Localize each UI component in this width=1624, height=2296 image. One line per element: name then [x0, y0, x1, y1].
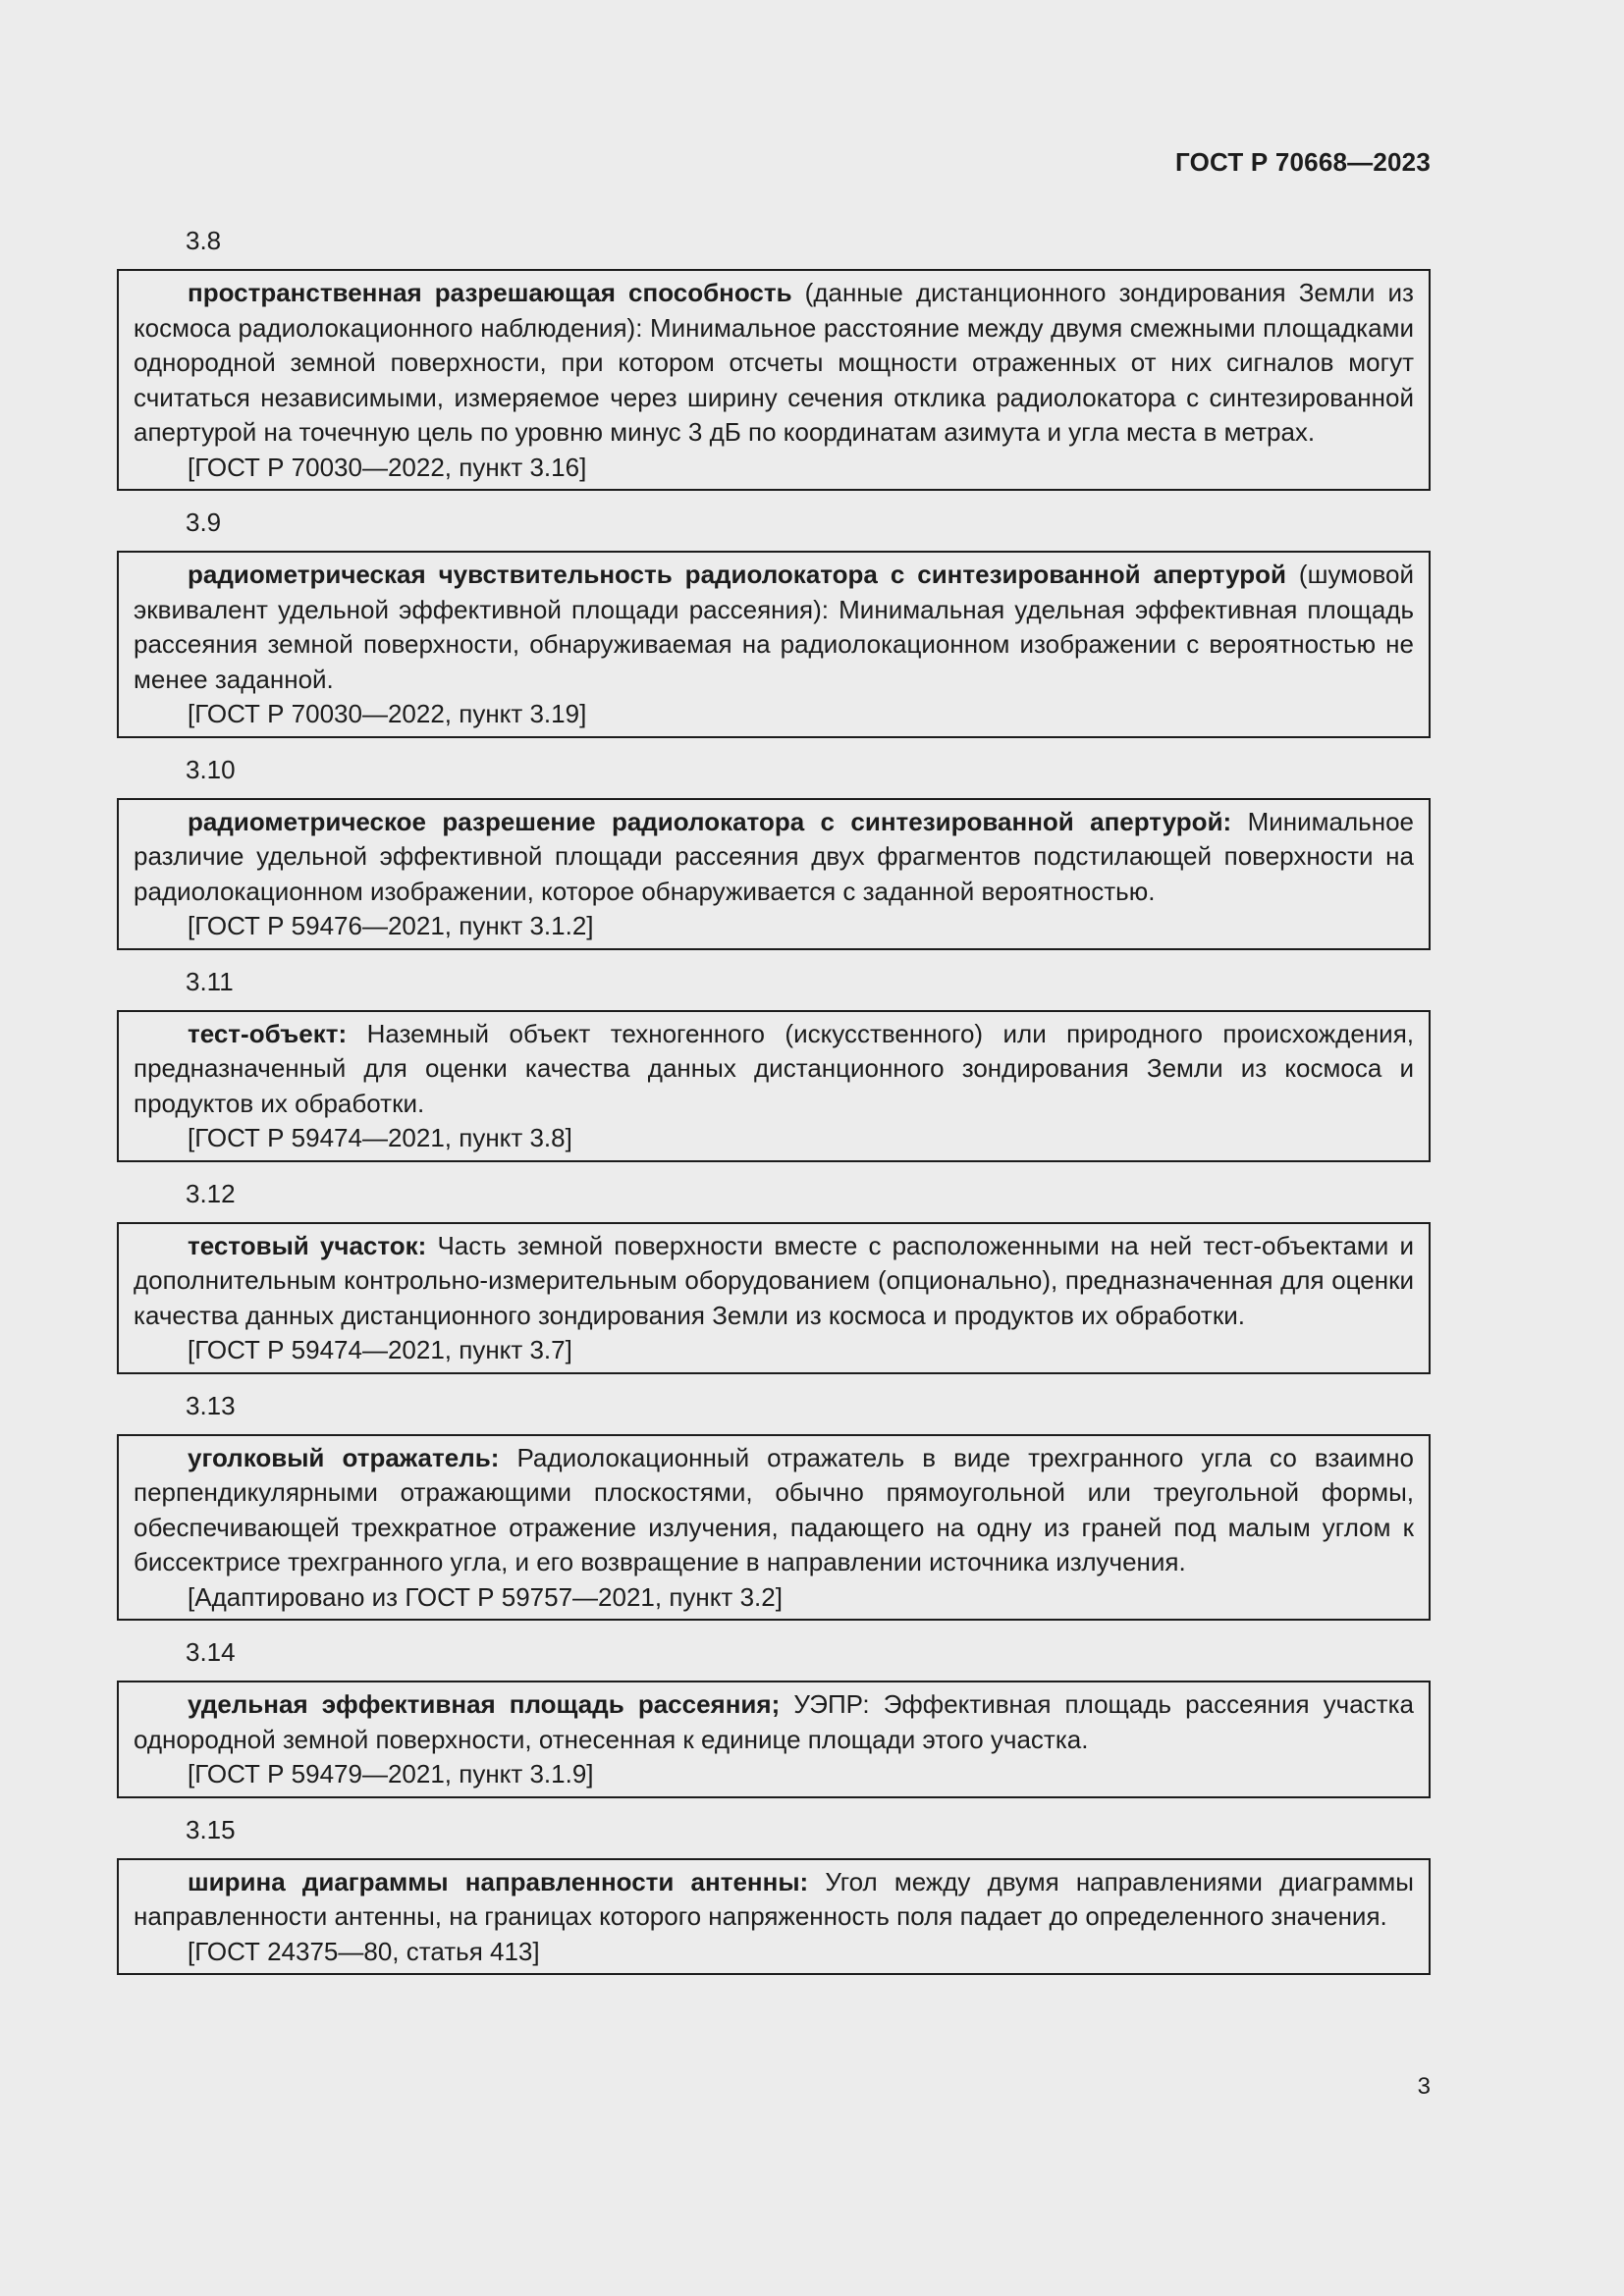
- term-entry: [117, 1010, 1431, 1162]
- term-text: Радиолокационный отражатель в виде трехгранного угла со взаимно перпендикулярными отражающими плоскостями, обычно прямоугольной или треугольной формы, обеспечивающей трехкратное отражение излучения, падающего на одну из граней под малым углом к биссектрисе трехгранного угла, и его возвращение в направлении источника излучения.: [134, 1442, 1414, 1576]
- page-number: 3: [1417, 2073, 1431, 2100]
- term-number: 3.9: [186, 507, 222, 537]
- terms-list: [117, 224, 1431, 1990]
- term-source: [ГОСТ Р 59479—2021, пункт 3.1.9]: [188, 1759, 594, 1789]
- term-text: Угол между двумя направлениями диаграммы направленности антенны, на границах которого напряженность поля падает до определенного значения.: [134, 1866, 1414, 1931]
- term-definition: [134, 276, 1414, 451]
- term-title: пространственная разрешающая способность: [188, 278, 792, 307]
- term-definition: [134, 1687, 1414, 1757]
- term-text: УЭПР: Эффективная площадь рассеяния участка однородной земной поверхности, отнесенная к единице площади этого участка.: [134, 1689, 1414, 1754]
- term-source: [ГОСТ Р 70030—2022, пункт 3.16]: [188, 452, 587, 482]
- term-source: [ГОСТ Р 59476—2021, пункт 3.1.2]: [188, 911, 594, 940]
- term-entry: [117, 1858, 1431, 1976]
- term-text: (шумовой эквивалент удельной эффективной площади рассеяния): Минимальная удельная эффективная площадь рассеяния земной поверхности, обнаруживаемая на радиолокационном изображении с вероятностью не менее заданной.: [134, 560, 1414, 694]
- term-entry: [117, 269, 1431, 491]
- term-definition: [134, 1229, 1414, 1334]
- term-number: 3.12: [186, 1178, 236, 1208]
- term-number: 3.11: [186, 966, 234, 996]
- term-source: [Адаптировано из ГОСТ Р 59757—2021, пункт 3.2]: [188, 1581, 783, 1612]
- term-entry: [117, 1434, 1431, 1622]
- term-entry: [117, 551, 1431, 738]
- term-title: уголковый отражатель:: [188, 1442, 500, 1472]
- term-source: [ГОСТ Р 59474—2021, пункт 3.8]: [188, 1123, 572, 1152]
- term-definition: [134, 1865, 1414, 1935]
- term-source: [ГОСТ 24375—80, статья 413]: [188, 1936, 540, 1966]
- term-text: Наземный объект техногенного (искусственного) или природного происхождения, предназначенный для оценки качества данных дистанционного зондирования Земли из космоса и продуктов их обработки.: [134, 1018, 1414, 1118]
- term-number: 3.15: [186, 1814, 236, 1844]
- term-entry: [117, 798, 1431, 950]
- term-source: [ГОСТ Р 70030—2022, пункт 3.19]: [188, 699, 587, 728]
- term-title: радиометрическая чувствительность радиолокатора с синтезированной апертурой: [188, 560, 1286, 589]
- term-number: 3.10: [186, 754, 236, 784]
- term-number: 3.8: [186, 226, 222, 255]
- term-definition: [134, 805, 1414, 910]
- term-definition: [134, 1441, 1414, 1580]
- term-number: 3.14: [186, 1637, 236, 1667]
- term-title: удельная эффективная площадь рассеяния;: [188, 1689, 781, 1719]
- term-entry: [117, 1681, 1431, 1798]
- term-text: (данные дистанционного зондирования Земли из космоса радиолокационного наблюдения): Минимальное расстояние между двумя смежными площадками однородной земной поверхности, при котором отсчеты мощности отраженных от них сигналов могут считаться независимыми, измеряемое через ширину сечения отклика радиолокатора с синтезированной апертурой на точечную цель по уровню минус 3 дБ по координатам азимута и угла места в метрах.: [134, 278, 1414, 447]
- term-number: 3.13: [186, 1390, 236, 1420]
- term-entry: [117, 1222, 1431, 1374]
- term-title: тестовый участок:: [188, 1230, 427, 1260]
- term-text: Часть земной поверхности вместе с расположенными на ней тест-объектами и дополнительным контрольно-измерительным оборудованием (опционально), предназначенная для оценки качества данных дистанционного зондирования Земли из космоса и продуктов их обработки.: [134, 1230, 1414, 1330]
- term-text: Минимальное различие удельной эффективной площади рассеяния двух фрагментов подстилающей поверхности на радиолокационном изображении, которое обнаруживается с заданной вероятностью.: [134, 806, 1414, 906]
- document-code: ГОСТ Р 70668—2023: [1175, 147, 1431, 177]
- term-title: ширина диаграммы направленности антенны:: [188, 1866, 809, 1896]
- term-definition: [134, 1017, 1414, 1122]
- term-title: радиометрическое разрешение радиолокатора с синтезированной апертурой:: [188, 806, 1232, 836]
- term-source: [ГОСТ Р 59474—2021, пункт 3.7]: [188, 1335, 572, 1364]
- term-definition: [134, 558, 1414, 697]
- term-title: тест-объект:: [188, 1018, 348, 1048]
